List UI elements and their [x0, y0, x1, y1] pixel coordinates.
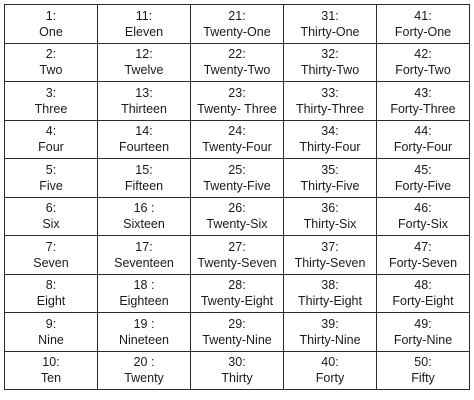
cell-number: 46: — [414, 201, 432, 216]
cell-number: 33: — [321, 85, 339, 100]
cell-word: Ten — [40, 371, 62, 386]
cell-number: 7: — [45, 239, 57, 254]
cell-word: Forty-Seven — [388, 255, 458, 270]
table-row — [5, 159, 470, 198]
table-body — [5, 5, 470, 390]
cell-number: 24: — [228, 124, 246, 139]
cell-number: 12: — [135, 47, 153, 62]
number-cell — [5, 82, 98, 121]
cell-word: Fourteen — [118, 140, 170, 155]
number-cell — [191, 313, 284, 352]
cell-number: 6: — [45, 201, 57, 216]
cell-word: Five — [39, 178, 63, 193]
cell-number: 23: — [228, 85, 246, 100]
cell-number: 15: — [135, 162, 153, 177]
number-cell — [5, 274, 98, 313]
cell-word: Twenty- Three — [197, 101, 277, 116]
cell-number: 10: — [42, 355, 60, 370]
number-cell — [98, 197, 191, 236]
cell-number: 9: — [45, 316, 57, 331]
number-cell — [98, 351, 191, 390]
number-cell — [377, 236, 470, 275]
cell-number: 48: — [414, 278, 432, 293]
cell-word: Twenty-Four — [202, 140, 272, 155]
cell-number: 44: — [414, 124, 432, 139]
cell-number: 31: — [321, 8, 339, 23]
cell-number: 19 : — [133, 316, 155, 331]
cell-word: Three — [34, 101, 68, 116]
number-cell — [5, 120, 98, 159]
cell-word: Thirty-Three — [295, 101, 365, 116]
number-cell — [5, 43, 98, 82]
cell-number: 38: — [321, 278, 339, 293]
cell-number: 4: — [45, 124, 57, 139]
cell-number: 1: — [45, 8, 57, 23]
cell-number: 39: — [321, 316, 339, 331]
table-row — [5, 351, 470, 390]
cell-word: Twelve — [124, 63, 164, 78]
table-row — [5, 236, 470, 275]
number-cell — [5, 313, 98, 352]
cell-number: 40: — [321, 355, 339, 370]
cell-word: Six — [42, 217, 60, 232]
cell-number: 43: — [414, 85, 432, 100]
cell-word: Twenty-Nine — [202, 332, 272, 347]
cell-word: Thirty-Four — [299, 140, 361, 155]
number-cell — [5, 351, 98, 390]
number-cell — [284, 43, 377, 82]
cell-word: Forty-Five — [394, 178, 452, 193]
cell-word: Twenty — [124, 371, 164, 386]
cell-word: One — [39, 24, 63, 39]
cell-word: Twenty-Seven — [197, 255, 277, 270]
cell-word: Twenty-Two — [203, 63, 271, 78]
cell-word: Fifteen — [124, 178, 164, 193]
cell-number: 35: — [321, 162, 339, 177]
table-row — [5, 274, 470, 313]
cell-word: Thirty — [221, 371, 253, 386]
cell-word: Thirty-Two — [300, 63, 360, 78]
number-cell — [284, 274, 377, 313]
cell-number: 41: — [414, 8, 432, 23]
number-cell — [98, 5, 191, 44]
cell-word: Thirty-One — [300, 24, 360, 39]
cell-word: Forty-Three — [390, 101, 456, 116]
cell-word: Thirty-Eight — [298, 294, 362, 309]
cell-number: 5: — [45, 162, 57, 177]
number-cell — [284, 236, 377, 275]
number-cell — [284, 5, 377, 44]
cell-number: 21: — [228, 8, 246, 23]
cell-number: 16 : — [133, 201, 155, 216]
cell-word: Eight — [36, 294, 66, 309]
cell-number: 11: — [135, 8, 153, 23]
number-cell — [98, 236, 191, 275]
cell-number: 26: — [228, 201, 246, 216]
table-row — [5, 197, 470, 236]
cell-word: Forty-Two — [395, 63, 451, 78]
cell-word: Forty-Six — [398, 217, 448, 232]
number-cell — [191, 5, 284, 44]
cell-number: 49: — [414, 316, 432, 331]
number-cell — [98, 82, 191, 121]
number-cell — [377, 82, 470, 121]
cell-word: Thirty-Nine — [299, 332, 361, 347]
cell-word: Seventeen — [114, 255, 174, 270]
cell-word: Forty-One — [394, 24, 452, 39]
number-cell — [377, 5, 470, 44]
cell-number: 50: — [414, 355, 432, 370]
number-cell — [98, 274, 191, 313]
cell-word: Eleven — [124, 24, 164, 39]
table-row — [5, 43, 470, 82]
cell-number: 34: — [321, 124, 339, 139]
number-cell — [377, 43, 470, 82]
number-cell — [5, 159, 98, 198]
cell-word: Sixteen — [123, 217, 165, 232]
number-cell — [284, 313, 377, 352]
number-cell — [98, 120, 191, 159]
cell-number: 29: — [228, 316, 246, 331]
cell-number: 36: — [321, 201, 339, 216]
table-row — [5, 5, 470, 44]
number-cell — [191, 236, 284, 275]
number-cell — [191, 82, 284, 121]
number-cell — [377, 351, 470, 390]
cell-number: 30: — [228, 355, 246, 370]
table-row — [5, 82, 470, 121]
number-cell — [377, 159, 470, 198]
cell-number: 14: — [135, 124, 153, 139]
cell-word: Thirty-Five — [300, 178, 360, 193]
cell-word: Nineteen — [118, 332, 170, 347]
cell-number: 22: — [228, 47, 246, 62]
cell-word: Nine — [38, 332, 64, 347]
number-words-table — [4, 4, 470, 390]
cell-number: 8: — [45, 278, 57, 293]
cell-word: Twenty-One — [203, 24, 271, 39]
number-cell — [191, 197, 284, 236]
number-cell — [5, 197, 98, 236]
number-cell — [191, 159, 284, 198]
cell-number: 17: — [135, 239, 153, 254]
cell-number: 42: — [414, 47, 432, 62]
cell-word: Two — [39, 63, 63, 78]
cell-number: 3: — [45, 85, 57, 100]
number-cell — [377, 197, 470, 236]
number-cell — [5, 5, 98, 44]
cell-number: 13: — [135, 85, 153, 100]
cell-number: 45: — [414, 162, 432, 177]
cell-number: 18 : — [133, 278, 155, 293]
cell-word: Thirteen — [121, 101, 167, 116]
cell-number: 20 : — [133, 355, 155, 370]
number-cell — [284, 351, 377, 390]
number-cell — [284, 159, 377, 198]
cell-word: Twenty-Eight — [200, 294, 274, 309]
table-row — [5, 313, 470, 352]
cell-word: Twenty-Six — [206, 217, 268, 232]
cell-word: Eighteen — [119, 294, 169, 309]
cell-word: Twenty-Five — [203, 178, 271, 193]
cell-number: 47: — [414, 239, 432, 254]
cell-number: 37: — [321, 239, 339, 254]
number-cell — [191, 274, 284, 313]
number-cell — [284, 120, 377, 159]
cell-number: 28: — [228, 278, 246, 293]
cell-word: Forty-Eight — [392, 294, 454, 309]
number-cell — [284, 197, 377, 236]
number-cell — [98, 43, 191, 82]
number-cell — [98, 159, 191, 198]
number-cell — [377, 313, 470, 352]
cell-number: 2: — [45, 47, 57, 62]
number-cell — [284, 82, 377, 121]
cell-number: 32: — [321, 47, 339, 62]
cell-word: Seven — [33, 255, 69, 270]
number-cell — [98, 313, 191, 352]
number-cell — [191, 351, 284, 390]
number-cell — [377, 120, 470, 159]
cell-word: Forty-Nine — [393, 332, 453, 347]
cell-word: Forty-Four — [393, 140, 453, 155]
cell-word: Thirty-Six — [303, 217, 357, 232]
cell-word: Thirty-Seven — [294, 255, 366, 270]
cell-word: Fifty — [411, 371, 435, 386]
number-cell — [5, 236, 98, 275]
cell-number: 27: — [228, 239, 246, 254]
cell-word: Four — [38, 140, 64, 155]
table-row — [5, 120, 470, 159]
number-cell — [191, 120, 284, 159]
number-cell — [377, 274, 470, 313]
cell-number: 25: — [228, 162, 246, 177]
number-cell — [191, 43, 284, 82]
cell-word: Forty — [315, 371, 345, 386]
